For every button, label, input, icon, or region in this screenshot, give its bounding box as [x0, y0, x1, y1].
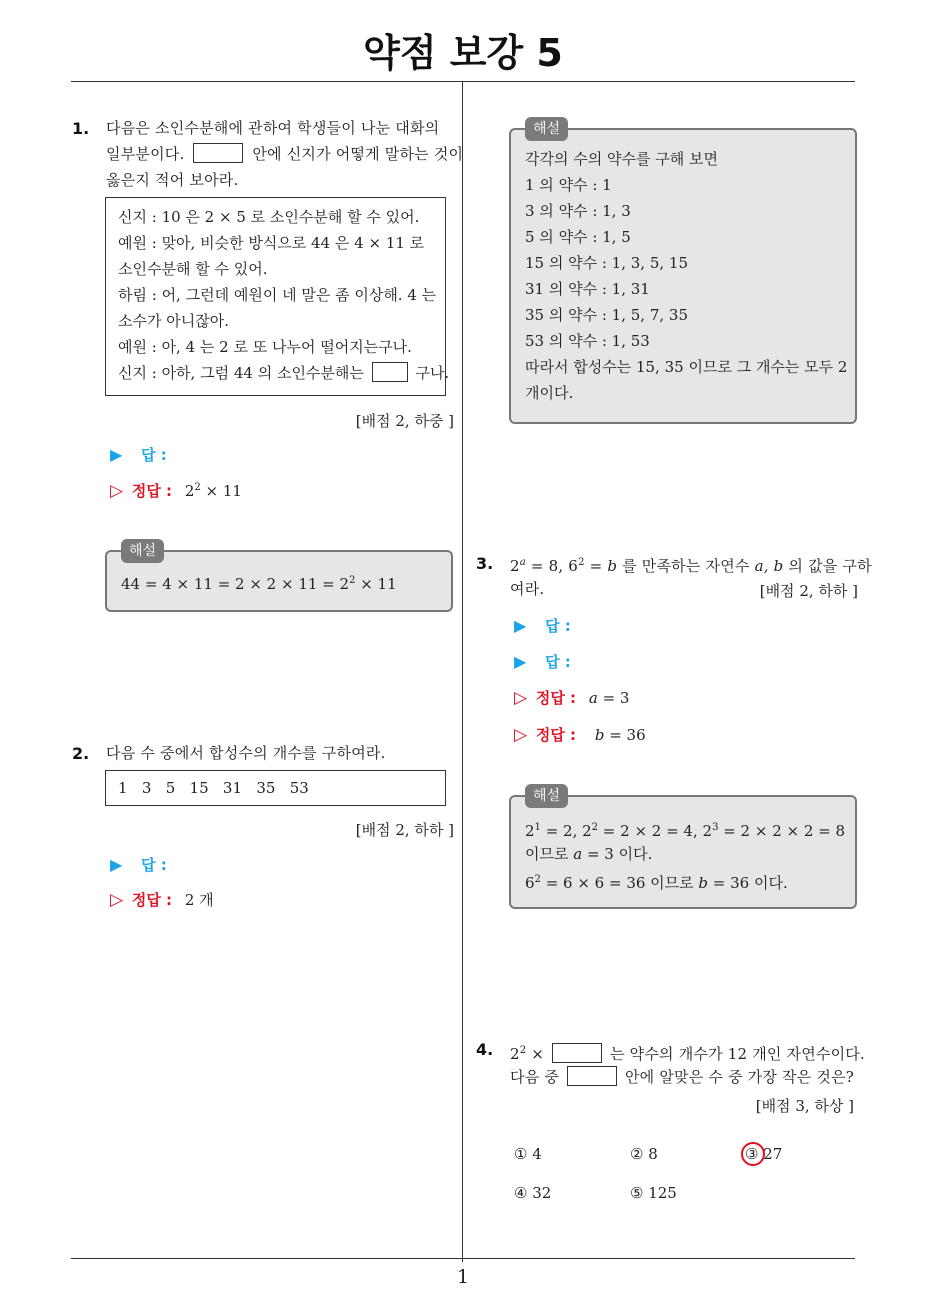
prompt-line: 다음은 소인수분해에 관하여 학생들이 나눈 대화의	[106, 119, 440, 137]
answer-blank-box	[552, 1043, 602, 1063]
dialog-line: 예원 : 맞아, 비슷한 방식으로 44 은 4 × 11 로	[118, 234, 425, 252]
choice-3[interactable]: ③ 27	[745, 1145, 783, 1163]
question-3-score-meta: [배점 2, 하하 ]	[759, 582, 858, 600]
explanation-line: 개이다.	[525, 384, 574, 402]
explanation-line: $44 = 4 \times 11 = 2 \times 2 \times 11 = 2^2 \times 11$	[121, 575, 397, 593]
page-title: 약점 보강 5	[363, 31, 563, 75]
dialog-line	[118, 360, 450, 386]
correct-arrow-icon: ▷	[514, 725, 528, 745]
correct-arrow-icon: ▷	[514, 688, 528, 708]
explanation-line: 3 의 약수 : 1, 3	[525, 202, 631, 220]
correct-arrow-icon: ▷	[110, 890, 124, 910]
prompt-line: 여라.	[510, 580, 545, 598]
explanation-line: 35 의 약수 : 1, 5, 7, 35	[525, 306, 689, 324]
explanation-line: 이므로 a = 3 이다.	[525, 845, 653, 863]
answer-blank-box	[567, 1066, 617, 1086]
prompt-text: 일부분이다.	[106, 145, 185, 163]
correct-value: a = 3	[588, 689, 630, 707]
correct-label: 정답 :	[535, 689, 577, 707]
question-4-number: 4.	[476, 1040, 494, 1059]
explanation-tag: 해설	[525, 784, 568, 808]
explanation-line: 53 의 약수 : 1, 53	[525, 332, 650, 350]
correct-value: $2^2 \times 11$	[184, 482, 242, 500]
dialog-text: 구나.	[415, 364, 450, 382]
question-2-explanation-box	[509, 121, 857, 424]
dialog-line: 소인수분해 할 수 있어.	[118, 260, 268, 278]
prompt-line: 옳은지 적어 보아라.	[106, 171, 239, 189]
explanation-line: 각각의 수의 약수를 구해 보면	[525, 150, 718, 168]
dialog-line: 신지 : 10 은 2 × 5 로 소인수분해 할 수 있어.	[118, 208, 420, 226]
question-3-correct-row-2	[514, 724, 646, 745]
answer-arrow-icon: ▶	[514, 652, 527, 671]
choice-5[interactable]: ⑤ 125	[630, 1184, 677, 1202]
dialog-text: 신지 : 아하, 그럼 44 의 소인수분해는	[118, 364, 364, 382]
choice-2[interactable]: ② 8	[630, 1145, 658, 1163]
question-3-number: 3.	[476, 554, 494, 573]
correct-value: b = 36	[594, 726, 646, 744]
explanation-tag: 해설	[525, 117, 568, 141]
dialog-line: 예원 : 아, 4 는 2 로 또 나누어 떨어지는구나.	[118, 338, 412, 356]
answer-blank-box	[193, 143, 243, 163]
question-1-score-meta: [배점 2, 하중 ]	[355, 412, 454, 430]
explanation-line: 1 의 약수 : 1	[525, 176, 612, 194]
question-1-number: 1.	[72, 119, 90, 138]
question-1-prompt	[106, 115, 464, 193]
correct-value: 2 개	[184, 891, 214, 909]
choice-4[interactable]: ④ 32	[514, 1184, 552, 1202]
question-1-answer-row	[110, 444, 167, 465]
question-2-number: 2.	[72, 744, 90, 763]
choice-1[interactable]: ① 4	[514, 1145, 542, 1163]
bottom-divider	[71, 1258, 855, 1259]
explanation-line: 5 의 약수 : 1, 5	[525, 228, 631, 246]
prompt-text: 안에 신지가 어떻게 말하는 것이	[252, 145, 464, 163]
answer-arrow-icon: ▶	[110, 855, 123, 874]
dialog-line: 하림 : 어, 그런데 예원이 네 말은 좀 이상해. 4 는	[118, 286, 437, 304]
question-2-correct-row	[110, 889, 214, 910]
explanation-line: 따라서 합성수는 15, 35 이므로 그 개수는 모두 2	[525, 358, 848, 376]
correct-label: 정답 :	[131, 891, 173, 909]
column-divider	[462, 82, 463, 1262]
dialog-blank-box	[372, 362, 408, 382]
prompt-line: $2^2$ × 는 약수의 개수가 12 개인 자연수이다.	[510, 1045, 865, 1063]
question-3-answer-row-1	[514, 615, 571, 636]
question-2-answer-row	[110, 854, 167, 875]
answer-label: 답 :	[545, 617, 571, 635]
question-2-score-meta: [배점 2, 하하 ]	[355, 821, 454, 839]
answer-label: 답 :	[141, 446, 167, 464]
question-4-score-meta: [배점 3, 하상 ]	[755, 1097, 854, 1115]
correct-label: 정답 :	[535, 726, 577, 744]
answer-label: 답 :	[545, 653, 571, 671]
answer-label: 답 :	[141, 856, 167, 874]
question-3-answer-row-2	[514, 651, 571, 672]
prompt-line	[106, 141, 464, 167]
prompt-line: 다음 중 안에 알맞은 수 중 가장 작은 것은?	[510, 1068, 855, 1086]
dialog-line: 소수가 아니잖아.	[118, 312, 229, 330]
question-1-correct-row	[110, 480, 242, 501]
explanation-line: $6^2 = 6 \times 6 = 36$ 이므로 b = 36 이다.	[525, 874, 788, 892]
answer-arrow-icon: ▶	[110, 445, 123, 464]
explanation-line: $2^1 = 2$, $2^2 = 2 \times 2 = 4$, $2^3 = 2 \times 2 \times 2 = 8$	[525, 822, 846, 840]
question-3-explanation-box	[509, 788, 857, 909]
question-2-numbers-box: 1 3 5 15 31 35 53	[105, 770, 446, 806]
correct-arrow-icon: ▷	[110, 481, 124, 501]
answer-arrow-icon: ▶	[514, 616, 527, 635]
question-2-prompt: 다음 수 중에서 합성수의 개수를 구하여라.	[106, 744, 386, 762]
correct-label: 정답 :	[131, 482, 173, 500]
question-3-correct-row-1	[514, 687, 629, 708]
question-1-dialog-box	[105, 197, 450, 396]
page-number: 1	[456, 1266, 470, 1288]
prompt-line: $2^a = 8$, $6^2 = b$ 를 만족하는 자연수 a, b 의 값을 구하	[510, 557, 872, 575]
question-1-explanation-box	[105, 543, 453, 612]
explanation-tag: 해설	[121, 539, 164, 563]
explanation-line: 15 의 약수 : 1, 3, 5, 15	[525, 254, 689, 272]
question-4-prompt	[510, 1038, 865, 1090]
explanation-line: 31 의 약수 : 1, 31	[525, 280, 650, 298]
